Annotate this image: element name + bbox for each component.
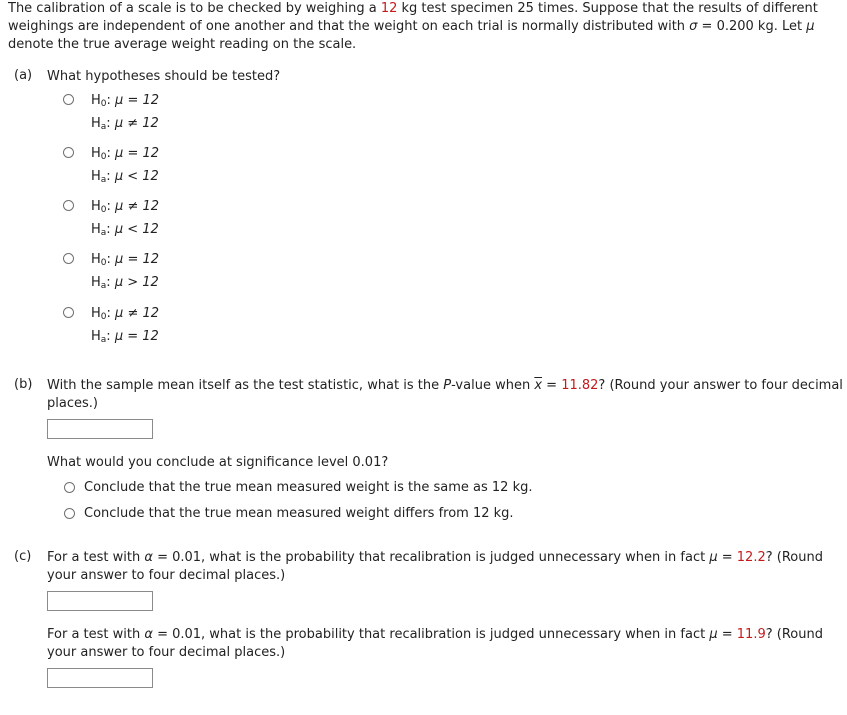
probability-input-2[interactable]: [47, 668, 153, 688]
part-c-question-2: For a test with α = 0.01, what is the probability that recalibration is judged unnecessary when in fact μ = 11.9? (Round your answer to four decimal places.): [47, 627, 823, 660]
radio-button[interactable]: [63, 253, 74, 264]
radio-button[interactable]: [63, 307, 74, 318]
alternative-hypothesis: $H_a$: μ < 12: [91, 222, 159, 238]
null-hypothesis: $H_0$: μ ≠ 12: [91, 306, 160, 322]
part-c-label: (c): [14, 549, 32, 564]
part-b-label: (b): [14, 377, 33, 392]
part-a-label: (a): [14, 68, 33, 83]
p-value-input[interactable]: [47, 419, 153, 439]
part-b-question: With the sample mean itself as the test statistic, what is the P-value when $\overline{x} = 11.82$? (Round your answer to four decimal places.): [47, 378, 843, 411]
part-c-question-1: For a test with α = 0.01, what is the probability that recalibration is judged unnecessary when in fact μ = 12.2? (Round your answer to four decimal places.): [47, 550, 823, 583]
radio-button[interactable]: [63, 200, 74, 211]
null-hypothesis: $H_0$: μ = 12: [91, 146, 160, 162]
alternative-hypothesis: $H_a$: μ < 12: [91, 169, 159, 185]
radio-button[interactable]: [64, 482, 75, 493]
radio-button[interactable]: [64, 508, 75, 519]
radio-button[interactable]: [63, 94, 74, 105]
null-hypothesis: $H_0$: μ = 12: [91, 93, 160, 109]
radio-button[interactable]: [63, 147, 74, 158]
null-hypothesis: $H_0$: μ ≠ 12: [91, 199, 160, 215]
part-a-question: What hypotheses should be tested?: [47, 69, 281, 84]
specimen-weight: 12: [380, 1, 398, 16]
probability-input-1[interactable]: [47, 591, 153, 611]
null-hypothesis: $H_0$: μ = 12: [91, 252, 160, 268]
conclusion-question: What would you conclude at significance level 0.01?: [47, 455, 389, 470]
alternative-hypothesis: $H_a$: μ = 12: [91, 329, 159, 345]
alternative-hypothesis: $H_a$: μ ≠ 12: [91, 116, 159, 132]
alternative-hypothesis: $H_a$: μ > 12: [91, 275, 159, 291]
problem-intro: The calibration of a scale is to be checked by weighing a 12 kg test specimen 25 times. Suppose that the results of different weighings are independent of one another and that the weight on each trial is normally distributed with σ = 0.200 kg. Let μ denote the true average weight reading on the scale.: [8, 1, 818, 52]
